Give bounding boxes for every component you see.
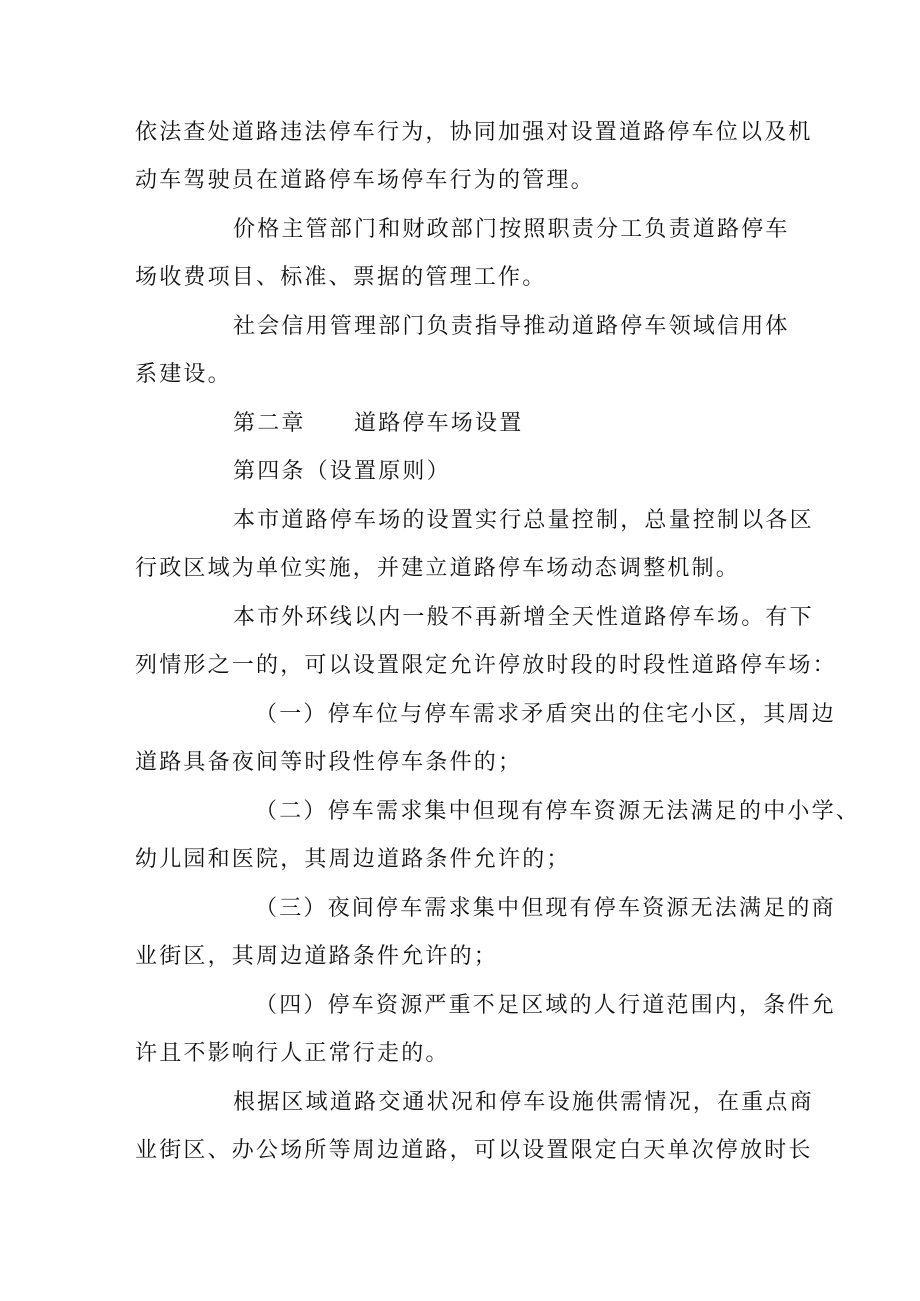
text-line-11: 本市外环线以内一般不再新增全天性道路停车场。有下: [233, 605, 814, 630]
list-item-2-cont: 幼儿园和医院，其周边道路条件允许的；: [135, 847, 571, 872]
text-line-12: 列情形之一的，可以设置限定允许停放时段的时段性道路停车场：: [135, 653, 837, 678]
list-item-2: （二）停车需求集中但现有停车资源无法满足的中小学、: [255, 799, 861, 824]
chapter-heading: 第二章 道路停车场设置: [233, 411, 524, 436]
text-line-3: 价格主管部门和财政部门按照职责分工负责道路停车: [233, 217, 790, 242]
list-item-1-cont: 道路具备夜间等时段性停车条件的；: [135, 750, 523, 775]
list-item-3: （三）夜间停车需求集中但现有停车资源无法满足的商: [255, 896, 836, 921]
text-line-22: 业街区、办公场所等周边道路，可以设置限定白天单次停放时长: [135, 1138, 813, 1163]
text-line-5: 社会信用管理部门负责指导推动道路停车领域信用体: [233, 314, 790, 339]
text-line-6: 系建设。: [135, 362, 232, 387]
list-item-4: （四）停车资源严重不足区域的人行道范围内，条件允: [255, 993, 836, 1018]
list-item-4-cont: 许且不影响行人正常行走的。: [135, 1041, 450, 1066]
list-item-3-cont: 业街区，其周边道路条件允许的；: [135, 944, 499, 969]
text-line-2: 动车驾驶员在道路停车场停车行为的管理。: [135, 168, 595, 193]
text-line-1: 依法查处道路违法停车行为，协同加强对设置道路停车位以及机: [135, 120, 813, 145]
text-line-21: 根据区域道路交通状况和停车设施供需情况，在重点商: [233, 1090, 814, 1115]
text-line-9: 本市道路停车场的设置实行总量控制，总量控制以各区: [233, 508, 814, 533]
list-item-1: （一）停车位与停车需求矛盾突出的住宅小区，其周边: [255, 702, 836, 727]
text-line-10: 行政区域为单位实施，并建立道路停车场动态调整机制。: [135, 556, 741, 581]
article-heading: 第四条（设置原则）: [233, 459, 451, 484]
text-line-4: 场收费项目、标准、票据的管理工作。: [135, 265, 547, 290]
